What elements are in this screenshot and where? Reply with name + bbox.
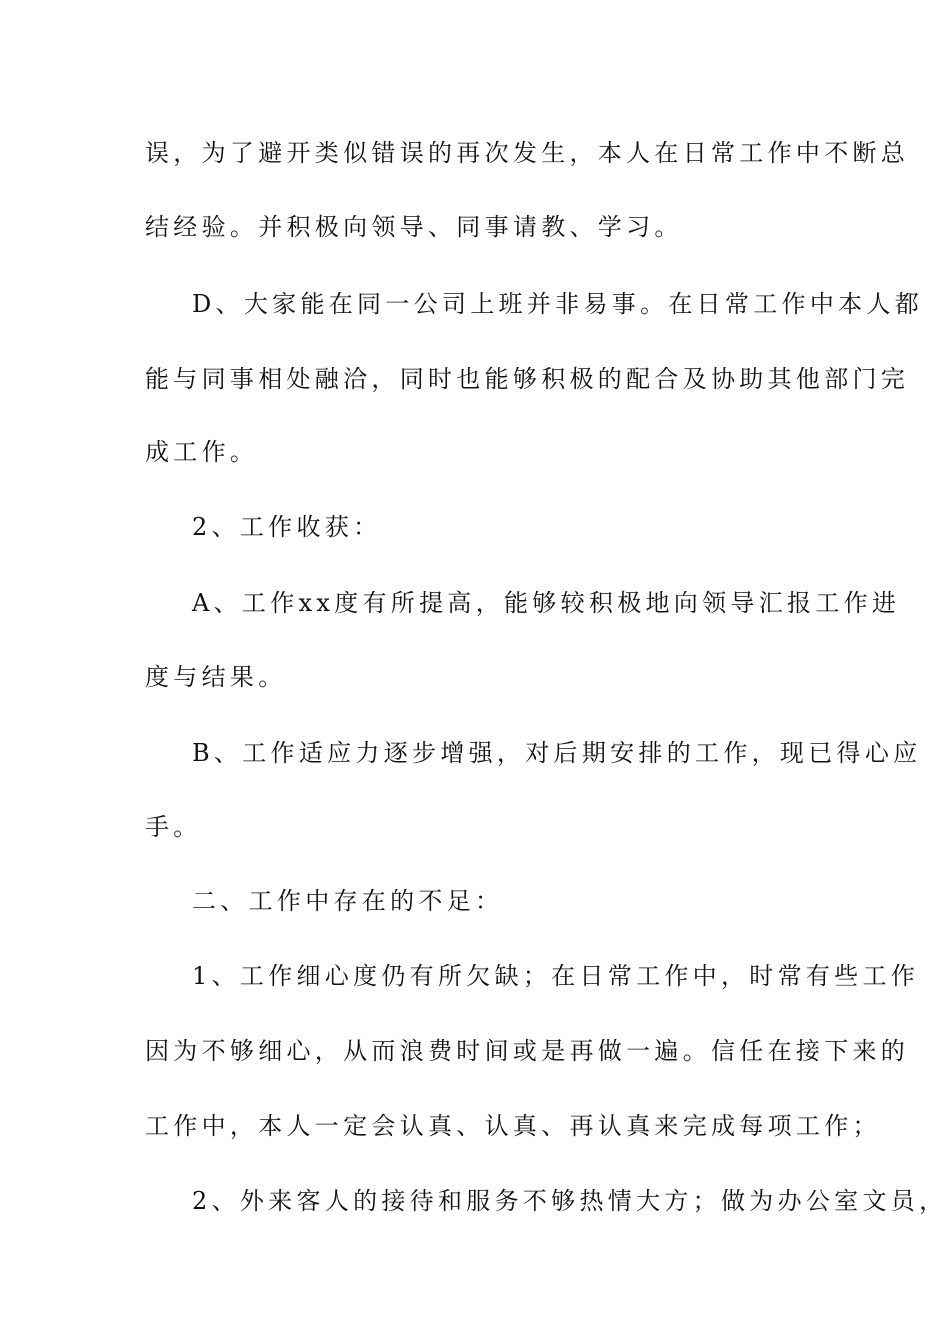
text-line: 能与同事相处融洽，同时也能够积极的配合及协助其他部门完: [145, 365, 910, 393]
paragraph-b-start: B、工作适应力逐步增强，对后期安排的工作，现已得心应: [192, 739, 922, 767]
section-heading-work-gains: 2、工作收获：: [192, 513, 382, 541]
paragraph-2-start: 2、外来客人的接待和服务不够热情大方；做为办公室文员，: [192, 1187, 948, 1215]
text-line: 误，为了避开类似错误的再次发生，本人在日常工作中不断总: [145, 139, 910, 167]
text-line: 因为不够细心，从而浪费时间或是再做一遍。信任在接下来的: [145, 1037, 910, 1065]
paragraph-a-start: A、工作xx度有所提高，能够较积极地向领导汇报工作进: [192, 589, 901, 617]
text-line: 度与结果。: [145, 663, 287, 691]
text-line: 手。: [145, 813, 202, 841]
paragraph-d-start: D、大家能在同一公司上班并非易事。在日常工作中本人都: [192, 290, 924, 318]
text-line: 成工作。: [145, 438, 259, 466]
text-line: 结经验。并积极向领导、同事请教、学习。: [145, 213, 683, 241]
paragraph-1-start: 1、工作细心度仍有所欠缺；在日常工作中，时常有些工作: [192, 962, 920, 990]
text-line: 工作中，本人一定会认真、认真、再认真来完成每项工作；: [145, 1112, 881, 1140]
section-heading-shortcomings: 二、工作中存在的不足：: [192, 887, 504, 915]
